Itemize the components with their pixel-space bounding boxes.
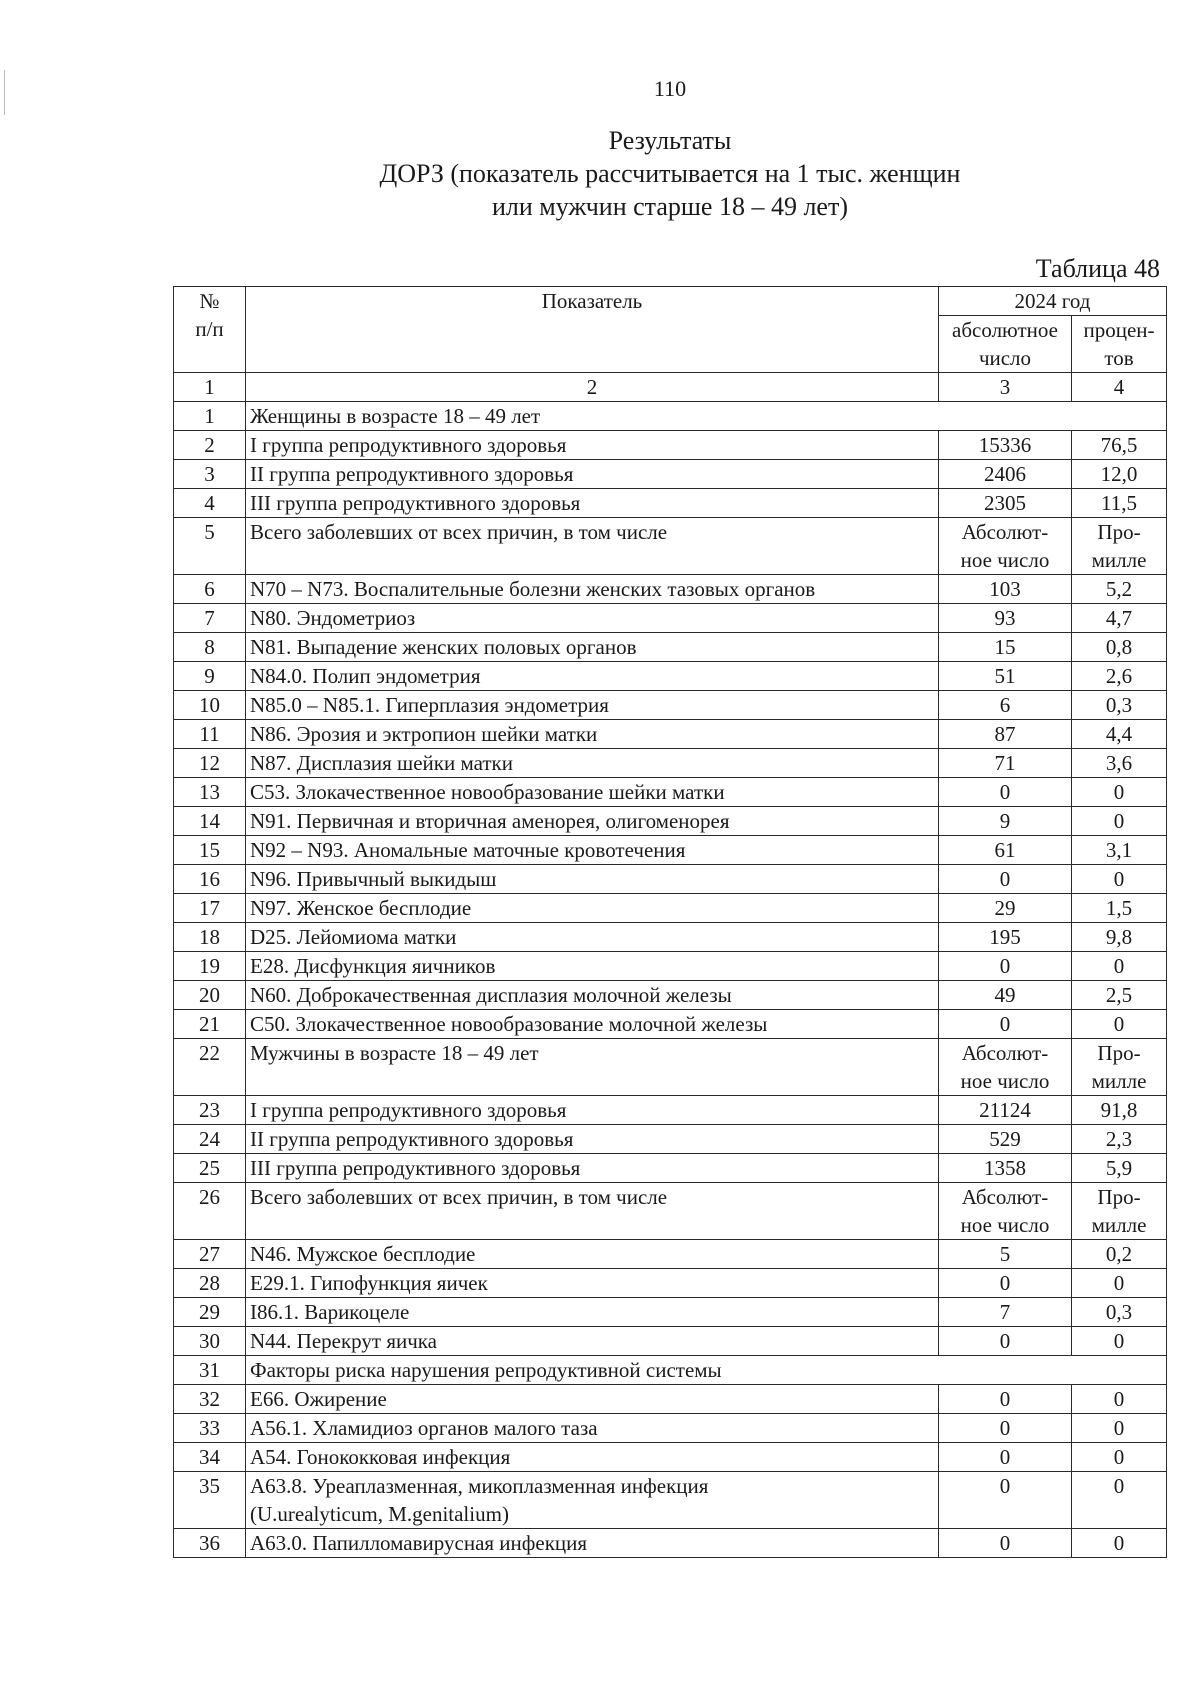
indicator-name: E29.1. Гипофункция яичек bbox=[246, 1269, 939, 1298]
title-line-1: Результаты bbox=[608, 126, 732, 155]
absolute-value: 29 bbox=[939, 894, 1072, 923]
rate-value: 0,8 bbox=[1072, 633, 1167, 662]
absolute-value: 15 bbox=[939, 633, 1072, 662]
table-row bbox=[174, 981, 1167, 1010]
rate-value: 12,0 bbox=[1072, 460, 1167, 489]
header-row bbox=[174, 287, 1167, 316]
row-number: 35 bbox=[174, 1472, 246, 1529]
table-row bbox=[174, 720, 1167, 749]
table-row bbox=[174, 489, 1167, 518]
row-number: 34 bbox=[174, 1443, 246, 1472]
rate-value: 5,2 bbox=[1072, 575, 1167, 604]
row-number: 3 bbox=[174, 460, 246, 489]
absolute-value: 0 bbox=[939, 1529, 1072, 1558]
row-number: 11 bbox=[174, 720, 246, 749]
rate-value: 0,3 bbox=[1072, 1298, 1167, 1327]
absolute-value: 7 bbox=[939, 1298, 1072, 1327]
table-row bbox=[174, 1356, 1167, 1385]
absolute-value: 21124 bbox=[939, 1096, 1072, 1125]
rate-value: 76,5 bbox=[1072, 431, 1167, 460]
table-row bbox=[174, 518, 1167, 575]
row-number: 31 bbox=[174, 1356, 246, 1385]
row-number: 21 bbox=[174, 1010, 246, 1039]
indicator-name: C50. Злокачественное новообразование молочной железы bbox=[246, 1010, 939, 1039]
table-row bbox=[174, 1183, 1167, 1240]
table-row bbox=[174, 575, 1167, 604]
row-number: 29 bbox=[174, 1298, 246, 1327]
rate-value-line2: милле bbox=[1091, 548, 1147, 572]
rate-value-line1: Про- bbox=[1097, 520, 1141, 544]
indicator-name: N86. Эрозия и эктропион шейки матки bbox=[246, 720, 939, 749]
absolute-value: 0 bbox=[939, 865, 1072, 894]
row-number: 14 bbox=[174, 807, 246, 836]
indicator-name: N97. Женское бесплодие bbox=[246, 894, 939, 923]
rate-value: 11,5 bbox=[1072, 489, 1167, 518]
header-absolute-line2: число bbox=[978, 346, 1032, 370]
absolute-value: 0 bbox=[939, 1443, 1072, 1472]
table-row bbox=[174, 431, 1167, 460]
table-row bbox=[174, 1125, 1167, 1154]
indicator-name: N60. Доброкачественная дисплазия молочной железы bbox=[246, 981, 939, 1010]
row-number: 24 bbox=[174, 1125, 246, 1154]
indicator-name: A63.0. Папилломавирусная инфекция bbox=[246, 1529, 939, 1558]
rate-value: 0,2 bbox=[1072, 1240, 1167, 1269]
table-row bbox=[174, 460, 1167, 489]
rate-value-line2: милле bbox=[1091, 1069, 1147, 1093]
indicator-name: I86.1. Варикоцеле bbox=[246, 1298, 939, 1327]
indicator-name: I группа репродуктивного здоровья bbox=[246, 431, 939, 460]
absolute-value-line1: Абсолют- bbox=[961, 1041, 1049, 1065]
header-absolute bbox=[939, 316, 1072, 373]
row-number: 12 bbox=[174, 749, 246, 778]
absolute-value-line2: ное число bbox=[960, 1069, 1050, 1093]
column-number-row bbox=[174, 373, 1167, 402]
row-number: 19 bbox=[174, 952, 246, 981]
absolute-value: 2406 bbox=[939, 460, 1072, 489]
table-row bbox=[174, 807, 1167, 836]
table-row bbox=[174, 402, 1167, 431]
indicator-name: N84.0. Полип эндометрия bbox=[246, 662, 939, 691]
absolute-value: 5 bbox=[939, 1240, 1072, 1269]
indicator-name: N81. Выпадение женских половых органов bbox=[246, 633, 939, 662]
table-row bbox=[174, 633, 1167, 662]
indicator-name: N96. Привычный выкидыш bbox=[246, 865, 939, 894]
table-row bbox=[174, 1154, 1167, 1183]
absolute-value: 103 bbox=[939, 575, 1072, 604]
row-number: 25 bbox=[174, 1154, 246, 1183]
table-row bbox=[174, 1010, 1167, 1039]
document-title bbox=[0, 124, 1200, 223]
row-number: 13 bbox=[174, 778, 246, 807]
table-row bbox=[174, 836, 1167, 865]
row-number: 36 bbox=[174, 1529, 246, 1558]
table-row bbox=[174, 1298, 1167, 1327]
absolute-value: 195 bbox=[939, 923, 1072, 952]
absolute-value bbox=[939, 1039, 1072, 1096]
header-year: 2024 год bbox=[939, 287, 1167, 316]
rate-value: 3,6 bbox=[1072, 749, 1167, 778]
row-number: 23 bbox=[174, 1096, 246, 1125]
rate-value: 4,4 bbox=[1072, 720, 1167, 749]
header-indicator: Показатель bbox=[246, 287, 939, 373]
indicator-name: C53. Злокачественное новообразование шейки матки bbox=[246, 778, 939, 807]
table-row bbox=[174, 1240, 1167, 1269]
absolute-value: 1358 bbox=[939, 1154, 1072, 1183]
rate-value: 3,1 bbox=[1072, 836, 1167, 865]
row-number: 16 bbox=[174, 865, 246, 894]
table-row bbox=[174, 778, 1167, 807]
indicator-name: II группа репродуктивного здоровья bbox=[246, 460, 939, 489]
table-row bbox=[174, 1472, 1167, 1529]
row-number: 5 bbox=[174, 518, 246, 575]
row-number: 17 bbox=[174, 894, 246, 923]
absolute-value: 61 bbox=[939, 836, 1072, 865]
rate-value bbox=[1072, 1039, 1167, 1096]
table-row bbox=[174, 894, 1167, 923]
table-row bbox=[174, 604, 1167, 633]
rate-value: 0 bbox=[1072, 778, 1167, 807]
row-number: 27 bbox=[174, 1240, 246, 1269]
table-row bbox=[174, 749, 1167, 778]
absolute-value: 0 bbox=[939, 1269, 1072, 1298]
absolute-value: 51 bbox=[939, 662, 1072, 691]
header-absolute-line1: абсолютное bbox=[952, 318, 1058, 342]
rate-value: 0 bbox=[1072, 1327, 1167, 1356]
absolute-value: 6 bbox=[939, 691, 1072, 720]
indicator-name: II группа репродуктивного здоровья bbox=[246, 1125, 939, 1154]
rate-value: 0 bbox=[1072, 1269, 1167, 1298]
results-table bbox=[173, 286, 1167, 1558]
indicator-name-line1: A63.8. Уреаплазменная, микоплазменная инфекция bbox=[250, 1474, 709, 1498]
absolute-value: 2305 bbox=[939, 489, 1072, 518]
row-number: 2 bbox=[174, 431, 246, 460]
row-number: 30 bbox=[174, 1327, 246, 1356]
absolute-value: 0 bbox=[939, 1385, 1072, 1414]
table-row bbox=[174, 662, 1167, 691]
absolute-value: 0 bbox=[939, 1327, 1072, 1356]
row-number: 18 bbox=[174, 923, 246, 952]
table-row bbox=[174, 1269, 1167, 1298]
rate-value: 0 bbox=[1072, 1529, 1167, 1558]
rate-value: 1,5 bbox=[1072, 894, 1167, 923]
table-row bbox=[174, 1443, 1167, 1472]
row-number: 33 bbox=[174, 1414, 246, 1443]
row-number: 8 bbox=[174, 633, 246, 662]
header-num-line1: № bbox=[199, 289, 220, 313]
table-row bbox=[174, 691, 1167, 720]
indicator-name: A54. Гонококковая инфекция bbox=[246, 1443, 939, 1472]
absolute-value: 0 bbox=[939, 1472, 1072, 1529]
absolute-value: 15336 bbox=[939, 431, 1072, 460]
table-row bbox=[174, 1529, 1167, 1558]
indicator-name bbox=[246, 1472, 939, 1529]
header-percent-line2: тов bbox=[1104, 346, 1134, 370]
row-number: 4 bbox=[174, 489, 246, 518]
rate-value bbox=[1072, 1183, 1167, 1240]
absolute-value: 9 bbox=[939, 807, 1072, 836]
column-number: 4 bbox=[1072, 373, 1167, 402]
rate-value: 5,9 bbox=[1072, 1154, 1167, 1183]
rate-value-line1: Про- bbox=[1097, 1041, 1141, 1065]
column-number: 1 bbox=[174, 373, 246, 402]
absolute-value: 87 bbox=[939, 720, 1072, 749]
rate-value: 0,3 bbox=[1072, 691, 1167, 720]
column-number: 3 bbox=[939, 373, 1072, 402]
rate-value: 2,5 bbox=[1072, 981, 1167, 1010]
header-percent-line1: процен- bbox=[1083, 318, 1155, 342]
table-row bbox=[174, 1414, 1167, 1443]
header-num bbox=[174, 287, 246, 373]
rate-value: 9,8 bbox=[1072, 923, 1167, 952]
indicator-name: N70 – N73. Воспалительные болезни женских тазовых органов bbox=[246, 575, 939, 604]
row-number: 32 bbox=[174, 1385, 246, 1414]
absolute-value: 0 bbox=[939, 1010, 1072, 1039]
title-line-2: ДОРЗ (показатель рассчитывается на 1 тыс. женщин bbox=[379, 159, 961, 188]
row-number: 22 bbox=[174, 1039, 246, 1096]
row-number: 9 bbox=[174, 662, 246, 691]
rate-value: 4,7 bbox=[1072, 604, 1167, 633]
indicator-name: Всего заболевших от всех причин, в том числе bbox=[246, 518, 939, 575]
absolute-value: 529 bbox=[939, 1125, 1072, 1154]
indicator-name: N92 – N93. Аномальные маточные кровотечения bbox=[246, 836, 939, 865]
absolute-value: 0 bbox=[939, 778, 1072, 807]
rate-value: 0 bbox=[1072, 1010, 1167, 1039]
indicator-name: D25. Лейомиома матки bbox=[246, 923, 939, 952]
table-row bbox=[174, 1327, 1167, 1356]
indicator-name: N80. Эндометриоз bbox=[246, 604, 939, 633]
indicator-name: III группа репродуктивного здоровья bbox=[246, 489, 939, 518]
row-number: 6 bbox=[174, 575, 246, 604]
indicator-name: N87. Дисплазия шейки матки bbox=[246, 749, 939, 778]
row-number: 15 bbox=[174, 836, 246, 865]
absolute-value-line1: Абсолют- bbox=[961, 520, 1049, 544]
table-row bbox=[174, 923, 1167, 952]
rate-value-line2: милле bbox=[1091, 1213, 1147, 1237]
indicator-name: Мужчины в возрасте 18 – 49 лет bbox=[246, 1039, 939, 1096]
title-line-3: или мужчин старше 18 – 49 лет) bbox=[492, 192, 848, 221]
absolute-value: 71 bbox=[939, 749, 1072, 778]
absolute-value: 93 bbox=[939, 604, 1072, 633]
rate-value: 0 bbox=[1072, 865, 1167, 894]
row-number: 28 bbox=[174, 1269, 246, 1298]
indicator-name: E28. Дисфункция яичников bbox=[246, 952, 939, 981]
rate-value: 91,8 bbox=[1072, 1096, 1167, 1125]
absolute-value-line1: Абсолют- bbox=[961, 1185, 1049, 1209]
rate-value: 0 bbox=[1072, 952, 1167, 981]
rate-value: 0 bbox=[1072, 1443, 1167, 1472]
rate-value-line1: Про- bbox=[1097, 1185, 1141, 1209]
indicator-name: A56.1. Хламидиоз органов малого таза bbox=[246, 1414, 939, 1443]
table-row bbox=[174, 1039, 1167, 1096]
row-number: 1 bbox=[174, 402, 246, 431]
indicator-name: Женщины в возрасте 18 – 49 лет bbox=[246, 402, 1167, 431]
row-number: 26 bbox=[174, 1183, 246, 1240]
absolute-value: 49 bbox=[939, 981, 1072, 1010]
indicator-name: N91. Первичная и вторичная аменорея, олигоменорея bbox=[246, 807, 939, 836]
indicator-name: E66. Ожирение bbox=[246, 1385, 939, 1414]
indicator-name: III группа репродуктивного здоровья bbox=[246, 1154, 939, 1183]
table-row bbox=[174, 1385, 1167, 1414]
header-num-line2: п/п bbox=[195, 317, 224, 341]
absolute-value: 0 bbox=[939, 1414, 1072, 1443]
indicator-name: N85.0 – N85.1. Гиперплазия эндометрия bbox=[246, 691, 939, 720]
indicator-name: Факторы риска нарушения репродуктивной системы bbox=[246, 1356, 1167, 1385]
rate-value: 2,6 bbox=[1072, 662, 1167, 691]
table-row bbox=[174, 865, 1167, 894]
absolute-value: 0 bbox=[939, 952, 1072, 981]
rate-value: 2,3 bbox=[1072, 1125, 1167, 1154]
row-number: 20 bbox=[174, 981, 246, 1010]
rate-value bbox=[1072, 518, 1167, 575]
rate-value: 0 bbox=[1072, 1414, 1167, 1443]
absolute-value bbox=[939, 1183, 1072, 1240]
indicator-name: I группа репродуктивного здоровья bbox=[246, 1096, 939, 1125]
absolute-value-line2: ное число bbox=[960, 1213, 1050, 1237]
indicator-name: Всего заболевших от всех причин, в том числе bbox=[246, 1183, 939, 1240]
indicator-name: N46. Мужское бесплодие bbox=[246, 1240, 939, 1269]
indicator-name: N44. Перекрут яичка bbox=[246, 1327, 939, 1356]
absolute-value bbox=[939, 518, 1072, 575]
row-number: 7 bbox=[174, 604, 246, 633]
absolute-value-line2: ное число bbox=[960, 548, 1050, 572]
header-percent bbox=[1072, 316, 1167, 373]
row-number: 10 bbox=[174, 691, 246, 720]
table-caption: Таблица 48 bbox=[1035, 254, 1160, 283]
page-number: 110 bbox=[653, 76, 687, 101]
rate-value: 0 bbox=[1072, 1385, 1167, 1414]
table-row bbox=[174, 1096, 1167, 1125]
indicator-name-line2: (U.urealyticum, M.genitalium) bbox=[250, 1502, 509, 1526]
table-row bbox=[174, 952, 1167, 981]
rate-value: 0 bbox=[1072, 807, 1167, 836]
column-number: 2 bbox=[246, 373, 939, 402]
rate-value: 0 bbox=[1072, 1472, 1167, 1529]
